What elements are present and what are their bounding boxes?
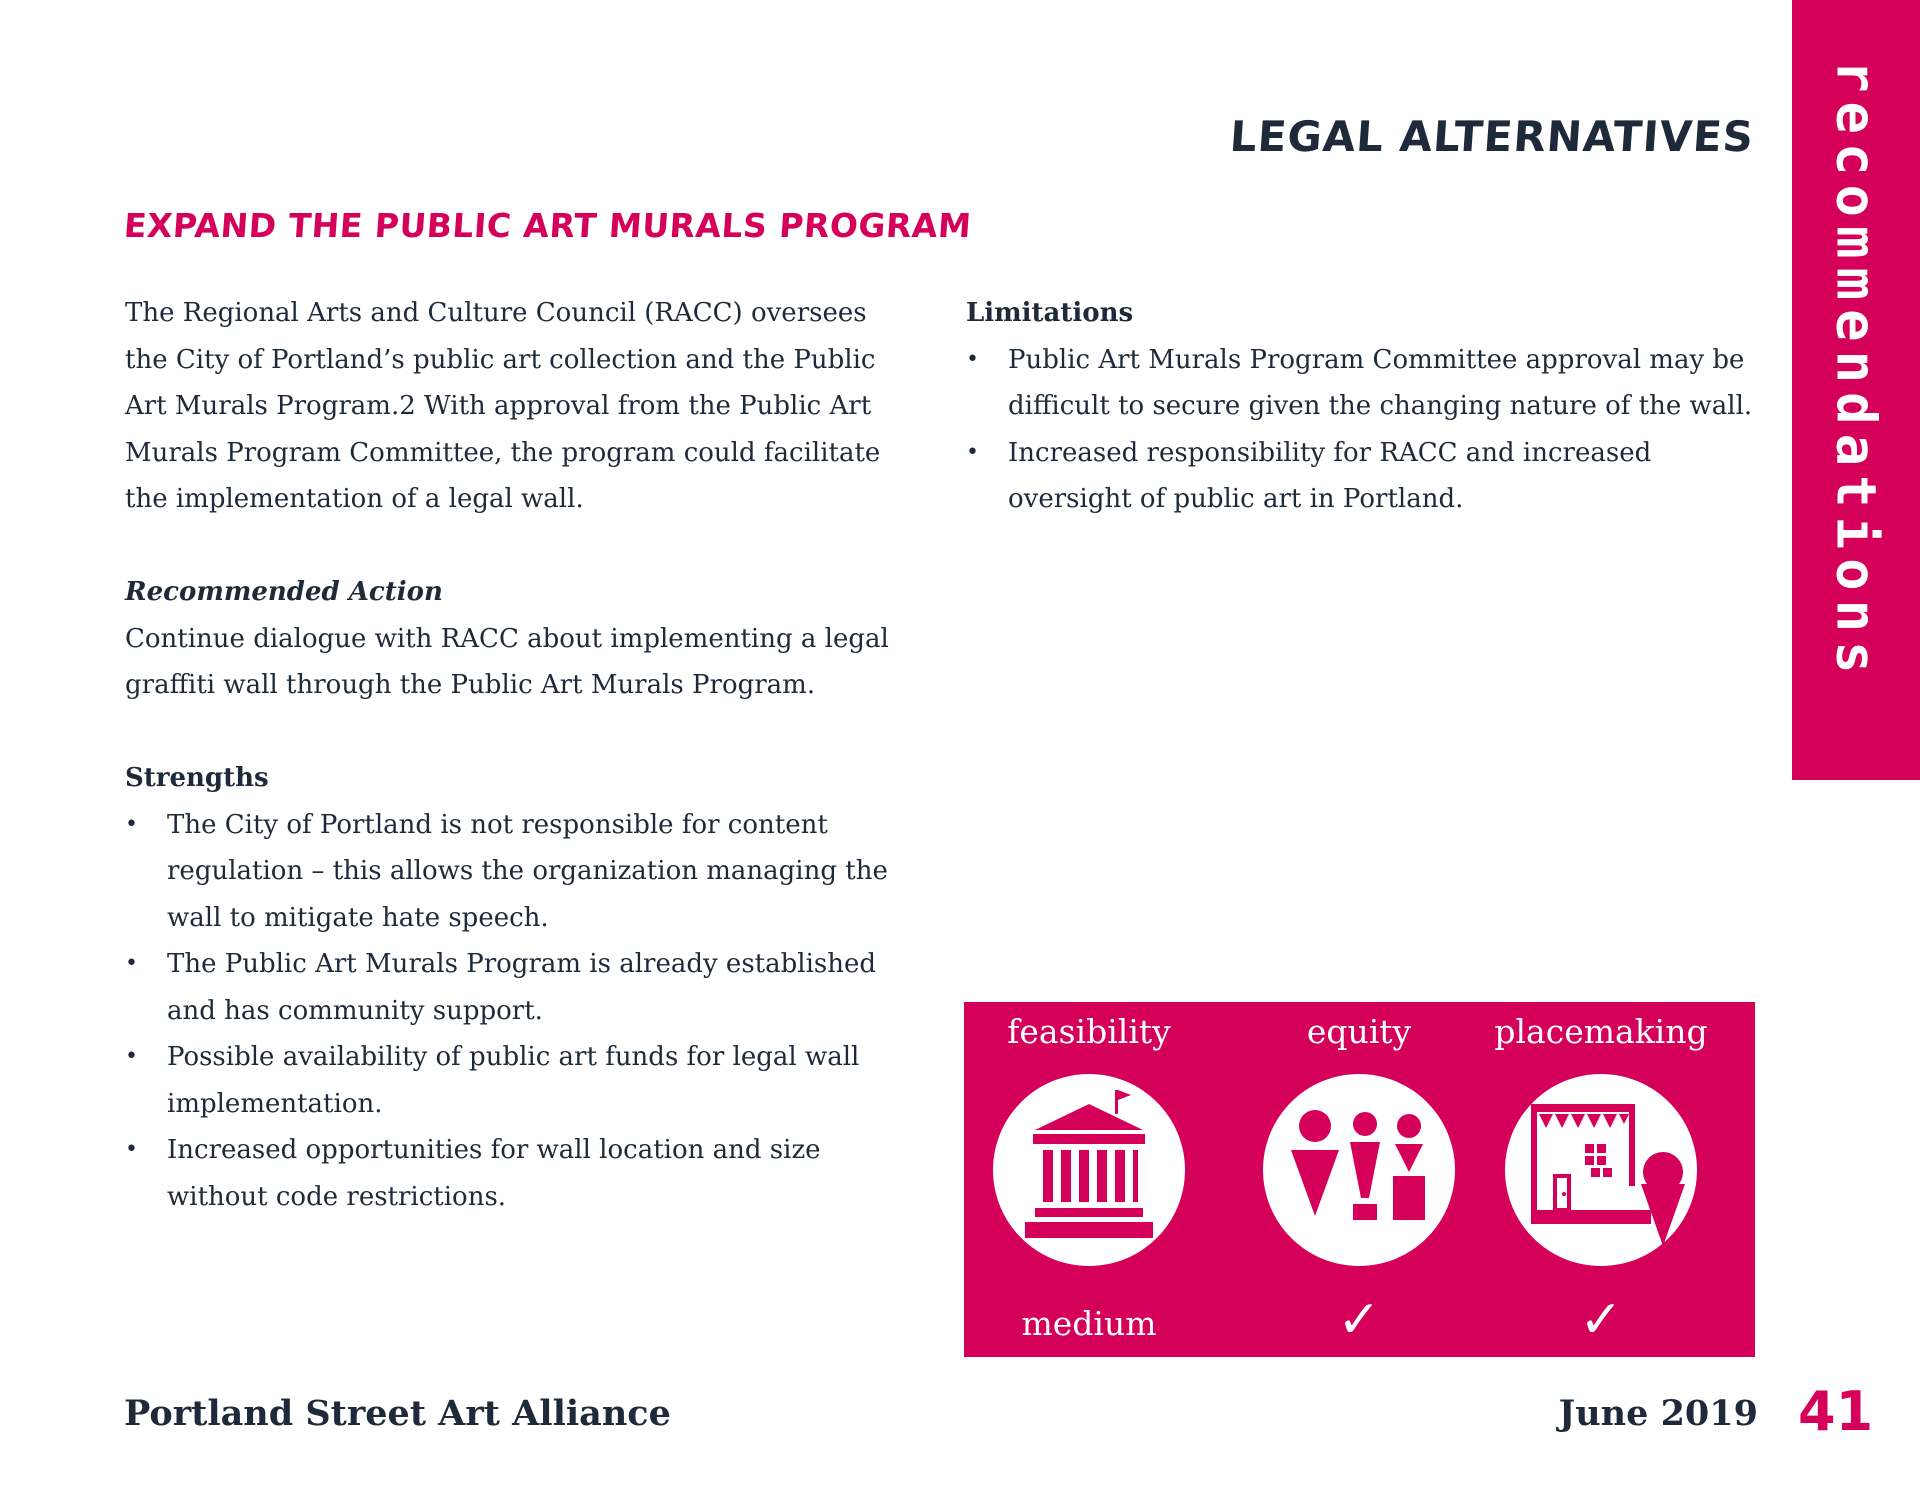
intro-paragraph: The Regional Arts and Culture Council (RACC) oversees the City of Portland’s public art collection and the Public Art Murals Program.2 With approval from the Public Art Murals Program Committee, the program could facilitate the implementation of a legal wall. — [125, 298, 881, 514]
people-icon — [1263, 1074, 1455, 1266]
side-tab-label: recommendations — [1824, 60, 1888, 683]
list-item: • Increased opportunities for wall location and size without code restrictions. — [125, 1127, 925, 1220]
ratings-panel — [964, 1002, 1755, 1357]
storefront-location-icon — [1505, 1074, 1697, 1266]
list-item: • The Public Art Murals Program is already established and has community support. — [125, 941, 925, 1034]
recommended-action-text: Continue dialogue with RACC about implementing a legal graffiti wall through the Public Art Murals Program. — [125, 623, 889, 700]
government-building-icon — [993, 1074, 1185, 1266]
rating-label: placemaking — [1494, 1012, 1708, 1051]
list-item: • Increased responsibility for RACC and increased oversight of public art in Portland. — [966, 430, 1756, 523]
rating-placemaking — [1476, 1002, 1726, 1357]
list-item: • Possible availability of public art funds for legal wall implementation. — [125, 1034, 925, 1127]
section-title: LEGAL ALTERNATIVES — [1228, 112, 1756, 161]
checkmark-icon: ✓ — [1579, 1290, 1623, 1350]
limitations-list — [966, 337, 1756, 523]
strengths-title: Strengths — [125, 763, 269, 793]
rating-equity — [1234, 1002, 1484, 1357]
checkmark-icon: ✓ — [1337, 1290, 1381, 1350]
page-heading: EXPAND THE PUBLIC ART MURALS PROGRAM — [122, 206, 973, 245]
list-item: • The City of Portland is not responsible for content regulation – this allows the organization managing the wall to mitigate hate speech. — [125, 802, 925, 942]
rating-label: equity — [1306, 1012, 1412, 1051]
left-column — [125, 290, 925, 1220]
footer-organization: Portland Street Art Alliance — [124, 1393, 671, 1434]
limitations-title: Limitations — [966, 298, 1134, 328]
recommended-action-title: Recommended Action — [125, 577, 443, 607]
right-column — [966, 290, 1756, 523]
page-number: 41 — [1798, 1380, 1874, 1443]
rating-value: medium — [1021, 1304, 1157, 1343]
strengths-list — [125, 802, 925, 1221]
footer-date: June 2019 — [1558, 1393, 1758, 1434]
rating-feasibility — [964, 1002, 1214, 1357]
list-item: • Public Art Murals Program Committee approval may be difficult to secure given the changing nature of the wall. — [966, 337, 1756, 430]
rating-label: feasibility — [1007, 1012, 1171, 1051]
side-tab — [1792, 0, 1920, 780]
